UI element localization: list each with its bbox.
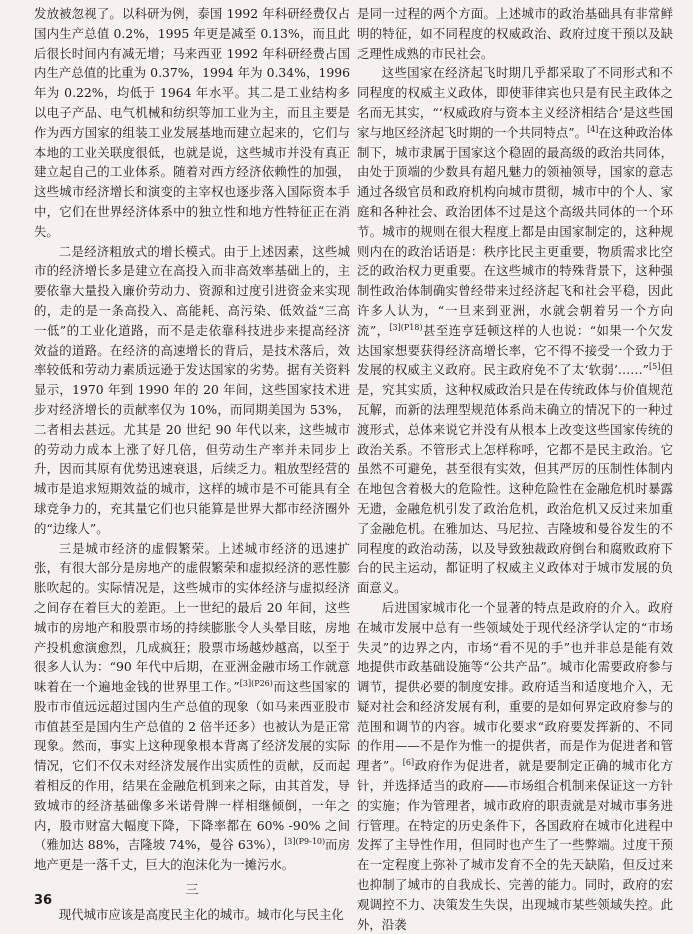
citation-3-p26: [3](P26) <box>239 678 273 688</box>
page-number: 36 <box>34 893 53 908</box>
left-column <box>34 4 350 925</box>
right-column <box>357 4 673 934</box>
right-paragraph-3-text-b: 政府作为促进者，就是要制定正确的城市化方针，并选择适当的政府——市场组合机制来保证这一方针的实施；作为管理者，城市政府的职责就是对城市事务进行管理。在特定的历史条件下，各国政府在城市化进程中发挥了主导性作用，但同时也产生了一些弊端。过度干预在一定程度上弥补了城市发育不全的先天缺陷，但反过来也抑制了城市的自我成长、完善的能力。同时，政府的宏观调控不力、决策发生失误，出现城市某些领域失控。此外，沿袭 <box>357 758 673 932</box>
right-paragraph-2-text-c: 甚至连亨廷顿这样的人也说：“如果一个欠发达国家想要获得经济高增长率，它不得不接受一个致力于发展的权威主义政府。民主政府免不了太‘软弱’……” <box>357 322 673 378</box>
citation-6: [6] <box>402 758 415 768</box>
citation-5: [5] <box>649 362 661 372</box>
right-paragraph-3 <box>357 598 673 934</box>
left-paragraph-3-text-c: 而房地产更是一落千丈，巨大的泡沫化为一摊污水。 <box>34 837 350 873</box>
right-paragraph-2-text-a: 这些国家在经济起飞时期几乎都采取了不同形式和不同程度的权威主义政体，即使菲律宾也只是有民主政体之名而无其实，“‘权威政府与资本主义经济相结合’是这些国家与地区经济起飞时期的一个共同特点”。 <box>357 65 673 140</box>
section-heading-three: 三 <box>185 883 199 899</box>
left-paragraph-3-text-b: 而这些国家的股市市值远远超过国内生产总值的现象（如马来西亚股市市值甚至是国内生产总值的 2 倍半还多）也被认为是正常现象。然而，事实上这种现象根本背离了经济发展的实际情况，它们不仅未对经济发展作出实质性的贡献，反而起着相反的作用，结果在金融危机到来之际，由其首发，导致城市的经济基础像多米诺骨牌一样相继倾倒，一年之内，股市财富大幅度下降，下降率都在 60% -90% 之间（雅加达 88%，吉隆坡 74%，曼谷 63%）， <box>34 679 350 853</box>
citation-3-p9-10: [3](P9-10) <box>284 837 326 847</box>
left-paragraph-2: 二是经济粗放式的增长模式。由于上述因素，这些城市的经济增长多是建立在高投入而非高效率基础上的，主要依靠大量投入廉价劳动力、资源和过度引进资金来实现的，走的是一条高投入、高能耗、高污染、低效益“三高一低”的工业化道路，而不是走依靠科技进步来提高经济效益的道路。在经济的高速增长的背后，是技术落后，效率较低和劳动力素质远逊于发达国家的劣势。据有关资料显示，1970 年到 1990 年的 20 年间，这些国家技术进步对经济增长的贡献率仅为 10%，而同期美国为 53%，二者相去甚远。尤其是 20 世纪 90 年代以来，这些城市的劳动力成本上涨了好几倍，但劳动生产率并未同步上升，因而其原有优势迅速衰退，后续乏力。粗放型经营的城市是追求短期效益的城市，这样的城市是不可能具有全球竞争力的，充其量它们也只能算是世界大都市经济圈外的“边缘人”。 <box>34 243 350 536</box>
right-paragraph-2 <box>357 63 673 598</box>
left-paragraph-final: 现代城市应该是高度民主化的城市。城市化与民主化 <box>58 906 344 922</box>
citation-3-p18: [3](P18) <box>389 322 423 332</box>
left-paragraph-3 <box>34 539 350 876</box>
right-paragraph-2-text-d: 但是，究其实质，这种权威政治只是在传统政体与价值规范瓦解，而新的法理型规范体系尚未确立的情况下的一种过渡形式，总体来说它并没有从根本上改变这些国家传统的政治关系。不管形式上怎样称呼，它都不是民主政治。它虽然不可避免，甚至很有实效，但其严厉的压制性体制内在地包含着极大的危险性。这种危险性在金融危机时暴露无遗，金融危机引发了政治危机，政治危机又反过来加重了金融危机。在雅加达、马尼拉、吉隆坡和曼谷发生的不同程度的政治动荡，以及导致独裁政府倒台和腐败政府下台的民主运动，都证明了权威主义政体对于城市发展的负面意义。 <box>357 362 673 596</box>
citation-4: [4] <box>587 124 599 134</box>
left-paragraph-1: 发放被忽视了。以科研为例，泰国 1992 年科研经费仅占国内生产总值 0.2%，1995 年更是减至 0.13%，而且此后很长时间内有减无增；马来西亚 1992 年科研经费占国内生产总值的比重为 0.37%，1994 年为 0.34%，1996 年为 0.22%，均低于 1964 年水平。其二是工业结构多以电子产品、电气机械和纺织等加工业为主，而且主要是作为西方国家的组装工业发展基地而建立起来的，它们与本地的工业关联度很低，也就是说，这些城市并没有真正建立起自己的工业体系。随着对西方经济依赖性的加强，这些城市经济增长和演变的主宰权也逐步落入国际资本手中，它们在世界经济体系中的独立性和地方性特征正在消失。 <box>34 6 350 239</box>
right-paragraph-2-text-b: 在这种政治体制下，城市隶属于国家这个稳固的最高级的政治共同体，由处于顶端的少数具有超凡魅力的领袖领导，国家的意志通过各级官员和政府机构向城市贯彻，城市中的个人、家庭和各种社会、政治团体不过是这个高级共同体的一个环节。城市的规则在很大程度上都是由国家制定的，这种规则内在的政治话语是：秩序比民主更重要，物质需求比空泛的政治权力更重要。在这些城市的特殊背景下，这种强制性政治体制确实曾经带来过经济起飞和社会平稳，因此许多人认为，“一旦来到亚洲，水就会朝着另一个方向流”， <box>357 124 673 338</box>
right-paragraph-3-text-a: 后进国家城市化一个显著的特点是政府的介入。政府在城市发展中总有一些领域处于现代经济学认定的“市场失灵”的边界之内，市场“看不见的手”也并非总是能有效地提供市政基础设施等“公共产品”。城市化需要政府参与调节，提供必要的制度安排。政府适当和适度地介入，无疑对社会和经济发展有利，重要的是如何界定政府参与的范围和调节的内容。城市化要求“政府要发挥新的、不同的作用——不是作为惟一的提供者，而是作为促进者和管理者”。 <box>357 599 673 774</box>
right-paragraph-1: 是同一过程的两个方面。上述城市的政治基础具有非常鲜明的特征，如不同程度的权威政治、政府过度干预以及缺乏理性成熟的市民社会。 <box>357 6 673 61</box>
left-paragraph-3-text-a: 三是城市经济的虚假繁荣。上述城市经济的迅速扩张，有很大部分是房地产的虚假繁荣和虚拟经济的恶性膨胀吹起的。实际情况是，这些城市的实体经济与虚拟经济之间存在着巨大的差距。上一世纪的最后 20 年间，这些城市的房地产和股票市场的持续膨胀令人头晕目眩，房地产投机愈演愈烈，几成疯狂；股票市场越炒越高，以至于很多人认为：“90 年代中后期，在亚洲金融市场工作就意味着在一个遍地金钱的世界里工作。” <box>34 540 350 695</box>
